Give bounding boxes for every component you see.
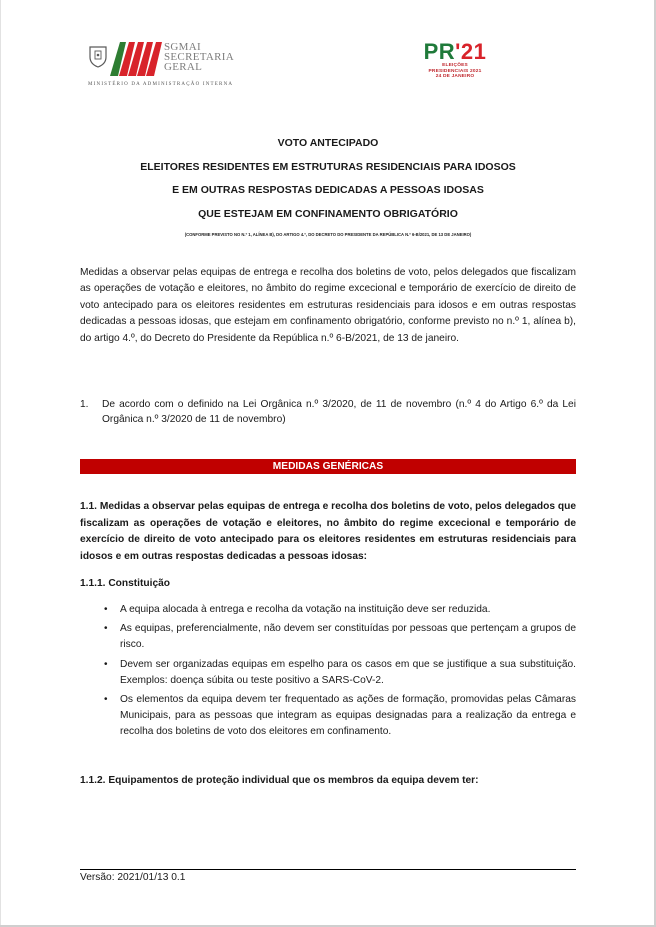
sgmai-line-1: SGMAI (164, 41, 201, 53)
presidenciais-2021-logo (415, 41, 495, 89)
sgmai-logo (88, 42, 238, 94)
list-item (80, 692, 576, 741)
election-subtitle-1: ELEIÇÕES (442, 63, 468, 68)
portuguese-coat-of-arms-icon (88, 44, 108, 68)
election-subtitle-3: 24 DE JANEIRO (435, 74, 475, 79)
note-number: 1. (80, 399, 89, 410)
bullet-icon: • (104, 604, 108, 615)
bullet-icon: • (104, 658, 108, 670)
intro-paragraph: Medidas a observar pelas equipas de entrega e recolha dos boletins de voto, pelos delegados que fiscalizam as operações de votação e eleitores, no âmbito do regime excecional e temporário de exercício de direito de voto antecipado para os eleitores residentes em estruturas residenciais para idosos e em outras respostas dedicadas a pessoas idosas, que estejam em confinamento obrigatório, conforme previsto no n.º 1, alínea b), do artigo 4.º, do Decreto do Presidente da República n.º 6-B/2021, de 13 de janeiro. (80, 267, 576, 344)
subheading-1-1-1: 1.1.1. Constituição (80, 578, 171, 589)
pr21-mark (415, 41, 495, 63)
bullet-list (80, 602, 576, 741)
sgmai-wordmark (164, 42, 234, 72)
list-item-text: Os elementos da equipa devem ter frequentado as ações de formação, promovidas pelas Câmaras Municipais, para as pessoas que integram as equipas designadas para a realização da entrega e recolha dos boletins de voto dos eleitores em confinamento. (120, 694, 576, 738)
list-item (80, 657, 576, 689)
document-title: VOTO ANTECIPADO (277, 137, 379, 149)
pr-apostrophe: ' (455, 39, 461, 64)
bullet-icon: • (104, 694, 108, 706)
footer-divider (80, 869, 576, 870)
list-item (80, 602, 576, 618)
paragraph-1-1: 1.1. Medidas a observar pelas equipas de entrega e recolha dos boletins de voto, pelos delegados que fiscalizam as operações de votação e eleitores, no âmbito do regime excecional e temporário de exercício de direito de voto antecipado para os eleitores residentes em estruturas residenciais para idosos e em outras respostas dedicadas a pessoas idosas: (80, 501, 576, 562)
subheading-1-1-2: 1.1.2. Equipamentos de proteção individual que os membros da equipa devem ter: (80, 775, 479, 786)
document-subtitle-1: ELEITORES RESIDENTES EM ESTRUTURAS RESIDENCIAIS PARA IDOSOS (140, 161, 516, 173)
election-subtitle-2: PRESIDENCIAIS 2021 (428, 68, 482, 74)
section-header-medidas-genericas: MEDIDAS GENÉRICAS (80, 459, 576, 474)
pr-year: 21 (460, 39, 487, 64)
sgmai-emblem-icon (110, 42, 162, 76)
list-item-text: As equipas, preferencialmente, não devem ser constituídas por pessoas que pertençam a grupos de risco. (120, 623, 576, 651)
list-item-text: Devem ser organizadas equipas em espelho para os casos em que se justifique a sua substituição. Exemplos: doença súbita ou teste positivo a SARS-CoV-2. (120, 658, 576, 686)
document-subtitle-2: E EM OUTRAS RESPOSTAS DEDICADAS A PESSOAS IDOSAS (172, 184, 484, 196)
numbered-note (80, 398, 576, 427)
sgmai-line-2: SECRETARIA (164, 51, 234, 63)
ministry-label: MINISTÉRIO DA ADMINISTRAÇÃO INTERNA (88, 82, 234, 87)
bullet-icon: • (104, 623, 108, 635)
page-edge-left (0, 0, 1, 927)
pr-letters: PR (423, 39, 456, 64)
note-text: De acordo com o definido na Lei Orgânica n.º 3/2020, de 11 de novembro (n.º 4 do Artigo 6.º da Lei Orgânica n.º 3/2020 de 11 de novembro) (102, 399, 576, 425)
legal-reference-note: (CONFORME PREVISTO NO N.º 1, ALÍNEA B), DO ARTIGO 4.º, DO DECRETO DO PRESIDENTE DA REPÚBLICA N.º 6-B/2021, DE 13 DE JANEIRO) (184, 232, 472, 237)
list-item-text: A equipa alocada à entrega e recolha da votação na instituição deve ser reduzida. (120, 604, 491, 615)
sgmai-line-3: GERAL (164, 61, 203, 73)
list-item (80, 621, 576, 653)
version-label: Versão: 2021/01/13 0.1 (80, 872, 186, 883)
document-subtitle-3: QUE ESTEJAM EM CONFINAMENTO OBRIGATÓRIO (198, 208, 458, 220)
